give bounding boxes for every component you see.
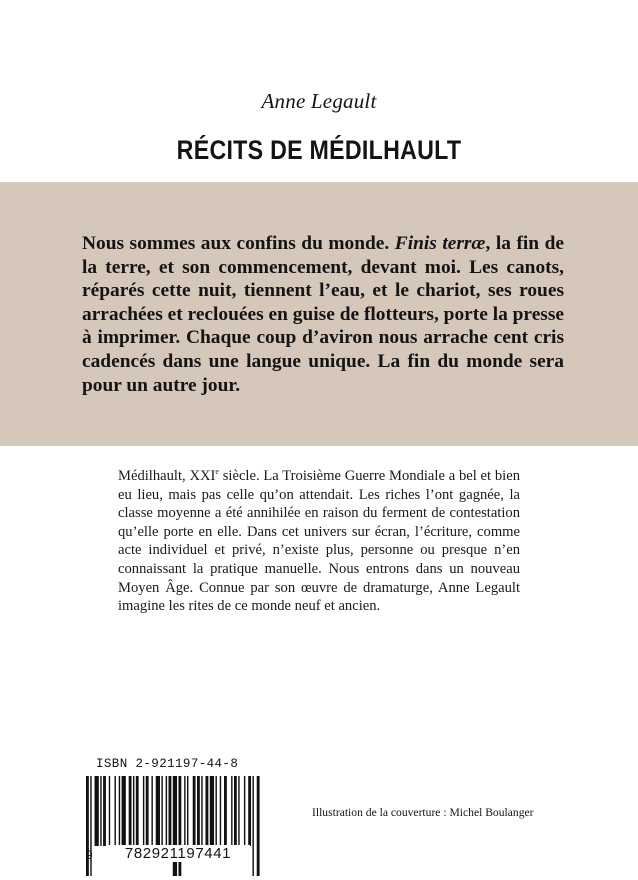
barcode-bar [210,776,214,846]
barcode-bar [244,776,245,846]
quote-text-start: Nous sommes aux confins du monde. [82,233,395,254]
barcode-bar [184,776,185,846]
barcode-bar [95,776,99,846]
barcode-bar [133,776,134,846]
barcode-bar [122,776,126,846]
barcode-bar [234,776,237,846]
isbn-label: ISBN 2-921197-44-8 [96,757,239,771]
barcode-bar [193,776,196,846]
barcode-bar [252,776,253,876]
barcode-bar [146,776,149,846]
barcode-bar [224,776,227,846]
barcode-bar [103,776,106,846]
barcode-bar [248,776,251,846]
blurb-body: siècle. La Troisième Guerre Mondiale a bel et bien eu lieu, mais pas celle qu’on attendait. Les riches l’ont gagnée, la classe moyenne a été annihilée en raison du ferment de contestation qu’elle porte en elle. Dans cet univers sur écran, l’écriture, comme acte individuel et privé, n’existe plus, personne ou presque n’en connaissant la pratique manuelle. Nous entrons dans un nouveau Moyen Âge. Connue par son œuvre de dramaturge, Anne Legault imagine les rites de ce monde neuf et ancien. [118,468,520,615]
barcode-bar [136,776,139,846]
barcode-bar [215,776,216,846]
author-name: Anne Legault [261,89,377,113]
barcode-bar [143,776,144,846]
barcode-bar [161,776,162,846]
barcode-bar [109,776,110,846]
barcode-bar [119,776,120,846]
barcode-bar [206,776,209,846]
barcode-lead-digit: 9 [86,848,93,862]
barcode-bar [166,776,167,846]
barcode-bar [114,776,115,846]
barcode-bar [197,776,200,846]
barcode-bar [257,776,260,876]
barcode-bar [187,776,188,846]
barcode-bar [220,776,221,846]
barcode-bar [238,776,239,846]
blurb-century-superscript: e [215,467,219,476]
barcode-bar [231,776,232,846]
barcode-bar [100,776,101,846]
barcode-bar [129,776,132,846]
barcode-bar [156,776,160,846]
quote-text-rest: , la fin de la terre, et son commencement, devant moi. Les canots, réparés cette nuit, tiennent l’eau, et le chariot, ses roues arrachées et reclouées en guise de flotteurs, porte la presse à imprimer. Chaque coup d’aviron nous arrache cent cris cadencés dans une langue unique. La fin du monde sera pour un autre jour. [82,233,564,396]
barcode-bar [169,776,172,846]
barcode-bar [201,776,202,846]
book-title: RÉCITS DE MÉDILHAULT [176,135,462,165]
barcode-digits: 782921197441 [106,845,250,862]
cover-illustration-credit: Illustration de la couverture : Michel Boulanger [312,806,534,819]
back-cover-blurb [118,467,520,616]
barcode-bar [151,776,152,846]
blurb-lead: Médilhault, XXI [118,468,216,484]
excerpt-quote [82,232,564,397]
quote-italic-latin: Finis terræ [394,233,486,254]
